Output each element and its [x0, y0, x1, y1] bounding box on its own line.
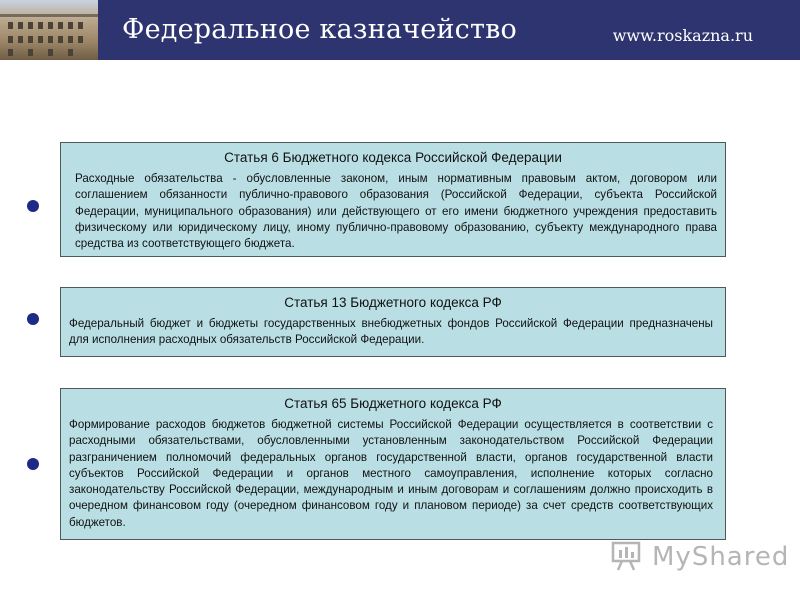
article-title: Статья 6 Бюджетного кодекса Российской Федерации [224, 150, 562, 165]
building-photo-icon [0, 0, 98, 60]
watermark-text: MyShared [652, 542, 790, 572]
article-text: Федеральный бюджет и бюджеты государственных внебюджетных фондов Российской Федерации предназначены для исполнения расходных обязательств Российской Федерации. [69, 317, 713, 347]
bullet-icon [27, 313, 39, 325]
header-url[interactable]: www.roskazna.ru [612, 26, 753, 45]
article-title: Статья 13 Бюджетного кодекса РФ [284, 295, 502, 310]
header-banner [0, 0, 800, 60]
article-text: Формирование расходов бюджетов бюджетной системы Российской Федерации осуществляется в соответствии с расходными обязательствами, обусловленными установленным законодательством Российской Федерации разграничением полномочий федеральных органов государственной власти, органов государственной власти субъектов Российской Федерации и органов местного самоуправления, исполнение которых согласно законодательству Российской Федерации, международным и иным договорам и соглашениям должно происходить в очередном финансовом году (очередном финансовом году и плановом периоде) за счет средств соответствующих бюджетов. [69, 418, 713, 529]
presentation-chart-icon [610, 540, 646, 572]
article-box [60, 388, 726, 540]
watermark [610, 540, 790, 572]
header-title: Федеральное казначейство [122, 14, 517, 45]
article-title: Статья 65 Бюджетного кодекса РФ [284, 396, 502, 411]
bullet-icon [27, 200, 39, 212]
article-box [60, 142, 726, 257]
bullet-icon [27, 458, 39, 470]
article-box [60, 287, 726, 357]
article-text: Расходные обязательства - обусловленные законом, иным нормативным правовым актом, договором или соглашением обязанности публично-правового образования (Российской Федерации, субъекта Российской Федерации, муниципального образования) или действующего от его имени бюджетного учреждения предоставить физическому или юридическому лицу, иному публично-правовому образованию, субъекту международного права средства из соответствующего бюджета. [75, 172, 717, 251]
